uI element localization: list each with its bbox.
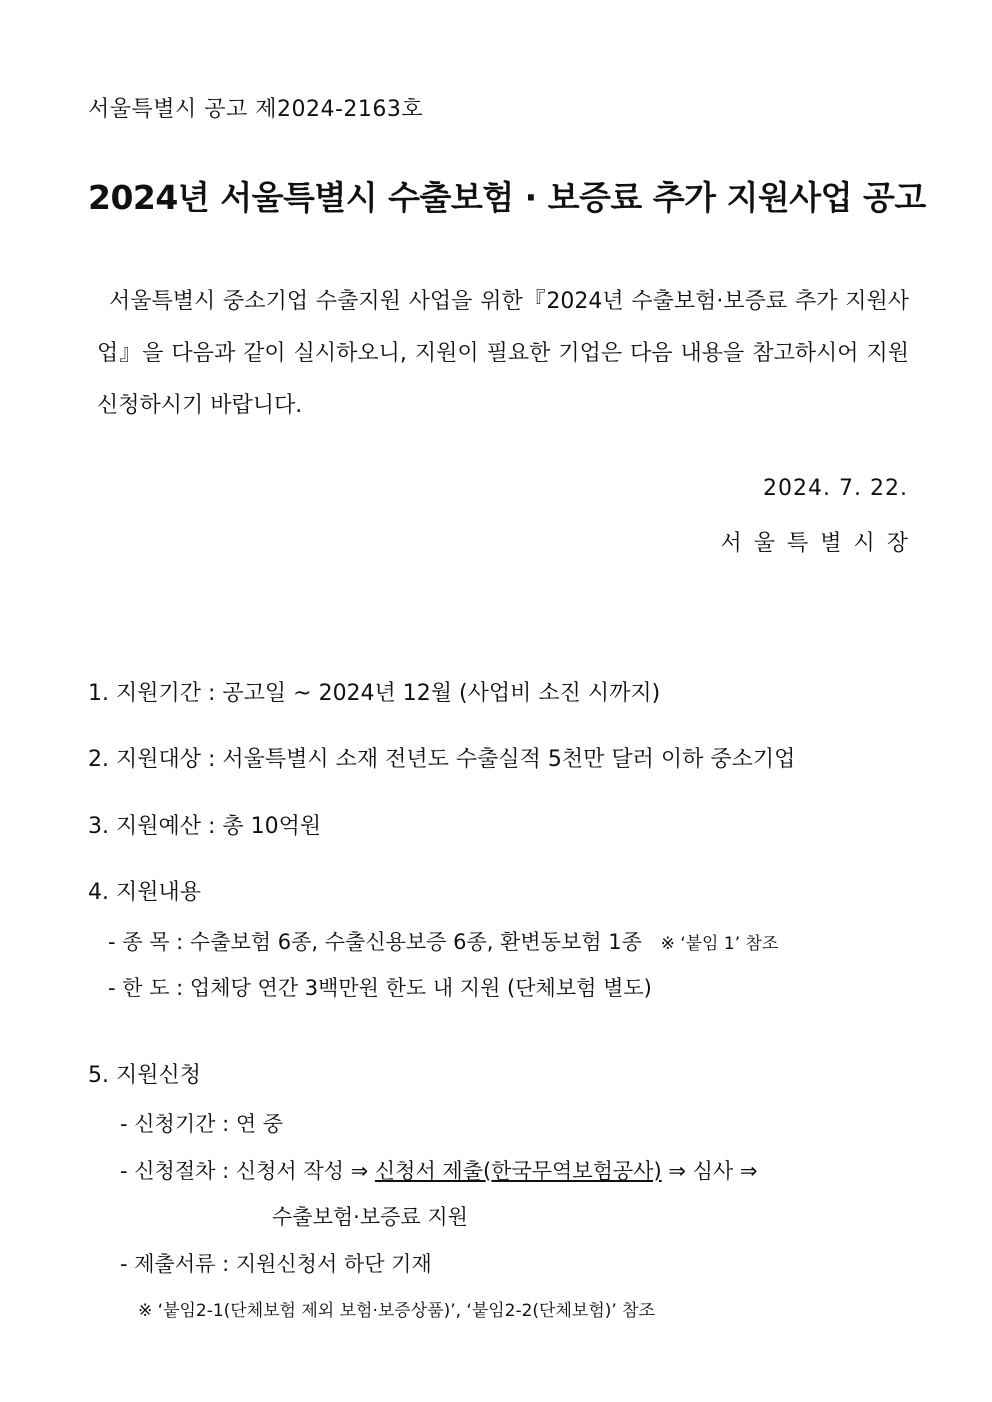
content-types-text: - 종 목 : 수출보험 6종, 수출신용보증 6종, 환변동보험 1종 [108,930,642,954]
procedure-submit-step: 신청서 제출(한국무역보험공사) [374,1159,662,1183]
content-limit: - 한 도 : 업체당 연간 3백만원 한도 내 지원 (단체보험 별도) [108,976,652,1000]
application-period: - 신청기간 : 연 중 [120,1112,284,1136]
item-support-target: 2. 지원대상 : 서울특별시 소재 전년도 수출실적 5천만 달러 이하 중소기업 [88,747,796,772]
item-support-period: 1. 지원기간 : 공고일 ~ 2024년 12월 (사업비 소진 시까지) [88,681,661,706]
application-procedure-line2: 수출보험·보증료 지원 [272,1205,468,1229]
application-documents: - 제출서류 : 지원신청서 하단 기재 [120,1252,432,1276]
content-types [108,926,778,956]
intro-paragraph: 서울특별시 중소기업 수출지원 사업을 위한『2024년 수출보험·보증료 추가 지원사업』을 다음과 같이 실시하오니, 지원이 필요한 기업은 다음 내용을 참고하시어 지원 신청하시기 바랍니다. [97,289,909,418]
application-procedure [120,1155,757,1185]
item-support-budget: 3. 지원예산 : 총 10억원 [88,814,322,839]
issuer: 서울특별시장 [720,531,920,556]
notice-number: 서울특별시 공고 제2024-2163호 [88,97,424,122]
content-types-note: ※ ‘붙임 1’ 참조 [660,934,779,954]
notice-date: 2024. 7. 22. [763,476,908,501]
item-application-heading: 5. 지원신청 [88,1063,201,1088]
procedure-rest: ⇒ 심사 ⇒ [661,1159,758,1183]
procedure-label: - 신청절차 : 신청서 작성 ⇒ [120,1159,375,1183]
page-title: 2024년 서울특별시 수출보험 · 보증료 추가 지원사업 공고 [88,178,926,217]
application-documents-note: ※ ‘붙임2-1(단체보험 제외 보험·보증상품)’, ‘붙임2-2(단체보험)’ 참조 [138,1301,656,1321]
item-support-content-heading: 4. 지원내용 [88,880,201,905]
